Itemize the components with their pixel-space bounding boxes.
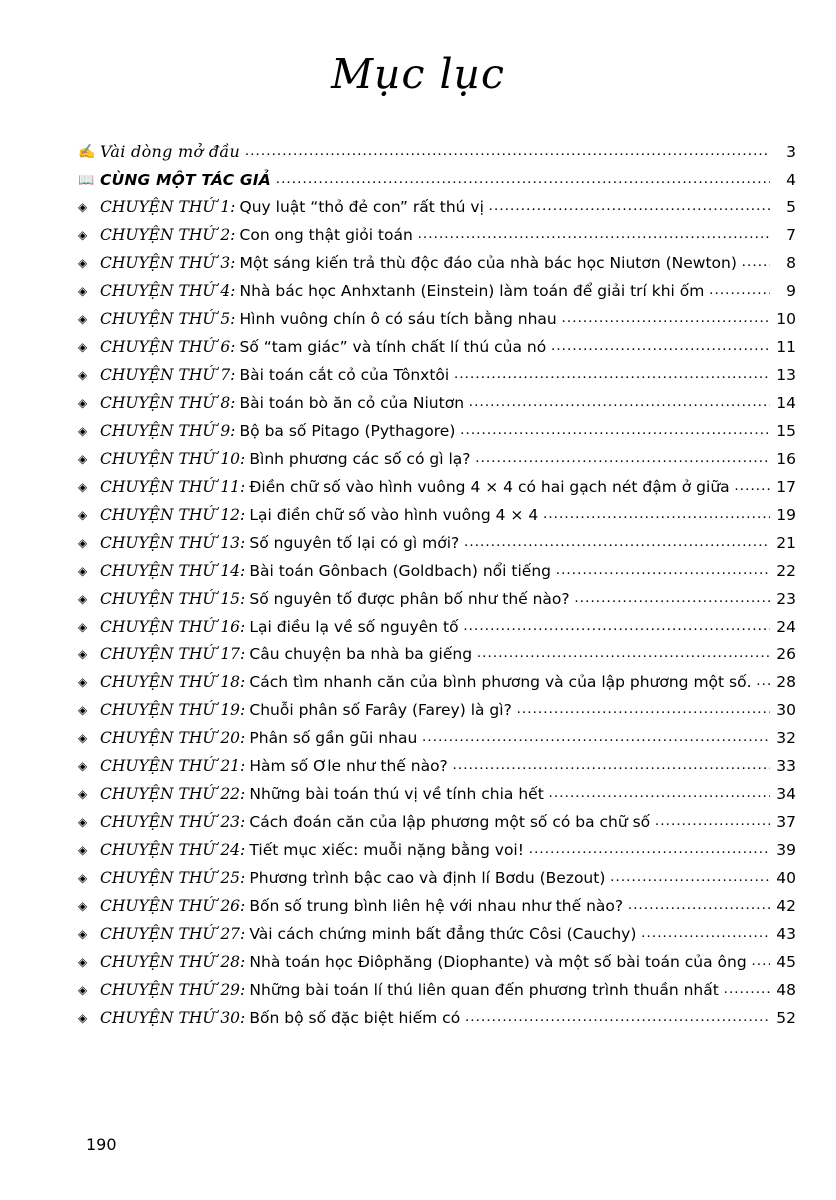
- diamond-icon: [78, 508, 100, 521]
- diamond-icon: [78, 955, 100, 968]
- toc-entry[interactable]: [78, 1004, 796, 1032]
- diamond-icon: [78, 731, 100, 744]
- leader-dots: [610, 870, 770, 886]
- toc-entry-label: [100, 282, 704, 299]
- diamond-icon: [78, 592, 100, 605]
- toc-entry-label: [100, 254, 737, 271]
- toc-entry-prefix: CHUYỆN THỨ 10:: [100, 449, 246, 468]
- toc-entry[interactable]: [78, 613, 796, 641]
- diamond-icon: [78, 843, 100, 856]
- toc-entry[interactable]: [78, 306, 796, 334]
- leader-dots: [551, 339, 770, 355]
- toc-entry-page: 3: [786, 142, 796, 161]
- diamond-icon: [78, 284, 100, 297]
- leader-dots: [464, 619, 770, 635]
- toc-entry[interactable]: [78, 557, 796, 585]
- toc-entry-title: Câu chuyện ba nhà ba giếng: [249, 645, 473, 664]
- toc-entry-title: Bài toán Gônbach (Goldbach) nổi tiếng: [249, 561, 551, 580]
- toc-entry-page: 52: [776, 1008, 796, 1027]
- leader-dots: [460, 423, 770, 439]
- toc-entry[interactable]: [78, 445, 796, 473]
- toc-entry-page: 37: [776, 813, 796, 832]
- toc-entry-title: Cách tìm nhanh căn của bình phương và của lập phương một số.: [249, 673, 752, 692]
- toc-entry[interactable]: [78, 138, 796, 166]
- toc-entry-title: Những bài toán lí thú liên quan đến phương trình thuần nhất: [249, 980, 719, 999]
- toc-entry-label: [100, 729, 417, 746]
- toc-entry-label: [100, 394, 464, 411]
- toc-entry-title: Con ong thật giỏi toán: [239, 226, 413, 245]
- toc-entry-prefix: CHUYỆN THỨ 7:: [100, 366, 236, 385]
- toc-entry[interactable]: [78, 166, 796, 194]
- toc-entry-label: [100, 869, 605, 886]
- toc-entry-prefix: CHUYỆN THỨ 20:: [100, 729, 246, 748]
- toc-entry[interactable]: [78, 725, 796, 753]
- leader-dots: [549, 786, 770, 802]
- diamond-icon: [78, 256, 100, 269]
- toc-entry-label: [100, 506, 538, 523]
- toc-entry-title: Số nguyên tố lại có gì mới?: [249, 533, 460, 552]
- toc-entry-label: [100, 143, 240, 161]
- toc-entry-prefix: CHUYỆN THỨ 22:: [100, 785, 246, 804]
- toc-entry-page: 42: [776, 896, 796, 915]
- leader-dots: [418, 227, 770, 243]
- toc-entry-label: [100, 645, 472, 662]
- toc-entry-page: 11: [776, 338, 796, 357]
- toc-entry[interactable]: [78, 585, 796, 613]
- toc-entry-prefix: CHUYỆN THỨ 14:: [100, 561, 246, 580]
- diamond-icon: [78, 620, 100, 633]
- toc-entry-title: Vài cách chứng minh bất đẳng thức Côsi (Cauchy): [249, 924, 637, 943]
- toc-entry-label: [100, 450, 470, 467]
- leader-dots: [757, 674, 770, 690]
- toc-entry-page: 9: [786, 282, 796, 301]
- toc-entry-prefix: CHUYỆN THỨ 16:: [100, 617, 246, 636]
- toc-entry-label: [100, 925, 636, 942]
- toc-entry-page: 13: [776, 366, 796, 385]
- toc-entry-title: Chuỗi phân số Farây (Farey) là gì?: [249, 701, 512, 720]
- toc-entry-title: Phương trình bậc cao và định lí Bơdu (Bezout): [249, 868, 606, 887]
- toc-entry[interactable]: [78, 781, 796, 809]
- diamond-icon: [78, 452, 100, 465]
- toc-entry-title: Hàm số Ơle như thế nào?: [249, 757, 448, 776]
- toc-entry-page: 32: [776, 729, 796, 748]
- toc-entry[interactable]: [78, 669, 796, 697]
- toc-entry-label: [100, 338, 546, 355]
- toc-entry[interactable]: [78, 362, 796, 390]
- toc-entry-page: 10: [776, 310, 796, 329]
- toc-entry[interactable]: [78, 222, 796, 250]
- toc-entry[interactable]: [78, 641, 796, 669]
- diamond-icon: [78, 480, 100, 493]
- toc-entry-prefix: CHUYỆN THỨ 1:: [100, 198, 236, 217]
- toc-entry-page: 19: [776, 505, 796, 524]
- toc-entry-title: Bình phương các số có gì lạ?: [249, 449, 471, 468]
- toc-entry-label: [100, 953, 747, 970]
- toc-entry-label: [100, 757, 448, 774]
- toc-entry-prefix: CHUYỆN THỨ 12:: [100, 505, 246, 524]
- toc-entry-label: [100, 813, 650, 830]
- toc-entry-label: [100, 1009, 460, 1026]
- diamond-icon: [78, 228, 100, 241]
- toc-entry[interactable]: [78, 697, 796, 725]
- toc-entry-title: Bốn số trung bình liên hệ với nhau như thế nào?: [249, 896, 624, 915]
- toc-entry-label: [100, 366, 449, 383]
- toc-entry-label: [100, 897, 623, 914]
- toc-entry-label: [100, 171, 271, 188]
- toc-entry-title: Một sáng kiến trả thù độc đáo của nhà bác học Niutơn (Newton): [239, 254, 737, 273]
- leader-dots: [752, 954, 770, 970]
- toc-entry[interactable]: [78, 892, 796, 920]
- toc-entry-title: Điền chữ số vào hình vuông 4 × 4 có hai gạch nét đậm ở giữa: [249, 477, 730, 496]
- leader-dots: [465, 1010, 770, 1026]
- toc-entry-label: [100, 590, 570, 607]
- toc-entry-prefix: CHUYỆN THỨ 24:: [100, 841, 246, 860]
- toc-entry-page: 4: [786, 170, 796, 189]
- leader-dots: [742, 255, 770, 271]
- toc-entry[interactable]: [78, 334, 796, 362]
- toc-entry-prefix: CHUYỆN THỨ 15:: [100, 589, 246, 608]
- toc-entry-prefix: CHUYỆN THỨ 9:: [100, 421, 236, 440]
- toc-entry-title: Tiết mục xiếc: muỗi nặng bằng voi!: [249, 841, 524, 860]
- toc-entry-page: 28: [776, 673, 796, 692]
- toc-entry-title: CÙNG MỘT TÁC GIẢ: [100, 170, 271, 189]
- toc-entry[interactable]: [78, 529, 796, 557]
- leader-dots: [628, 898, 770, 914]
- leader-dots: [464, 535, 770, 551]
- toc-entry[interactable]: [78, 250, 796, 278]
- leader-dots: [641, 926, 770, 942]
- toc-entry-prefix: CHUYỆN THỨ 2:: [100, 226, 236, 245]
- toc-entry-title: Phân số gần gũi nhau: [249, 729, 418, 748]
- toc-entry-label: [100, 562, 551, 579]
- toc-entry-label: [100, 673, 752, 690]
- leader-dots: [655, 814, 770, 830]
- leader-dots: [245, 144, 770, 160]
- diamond-icon: [78, 759, 100, 772]
- toc-entry-prefix: CHUYỆN THỨ 11:: [100, 477, 246, 496]
- toc-entry[interactable]: [78, 389, 796, 417]
- toc-entry[interactable]: [78, 501, 796, 529]
- diamond-icon: [78, 983, 100, 996]
- toc-entry-page: 45: [776, 952, 796, 971]
- diamond-icon: [78, 200, 100, 213]
- diamond-icon: [78, 675, 100, 688]
- toc-entry-prefix: CHUYỆN THỨ 3:: [100, 254, 236, 273]
- toc-entry-prefix: CHUYỆN THỨ 5:: [100, 310, 236, 329]
- toc-entry-page: 48: [776, 980, 796, 999]
- leader-dots: [735, 479, 770, 495]
- diamond-icon: [78, 368, 100, 381]
- leader-dots: [454, 367, 770, 383]
- toc-entry-page: 39: [776, 841, 796, 860]
- leader-dots: [575, 591, 770, 607]
- diamond-icon: [78, 647, 100, 660]
- toc-entry[interactable]: [78, 753, 796, 781]
- toc-entry-label: [100, 981, 719, 998]
- toc-entry-page: 24: [776, 617, 796, 636]
- toc-entry-page: 26: [776, 645, 796, 664]
- toc-entry[interactable]: [78, 948, 796, 976]
- toc-entry[interactable]: [78, 473, 796, 501]
- toc-entry-title: Số nguyên tố được phân bố như thế nào?: [249, 589, 570, 608]
- toc-entry-label: [100, 310, 557, 327]
- toc-entry-label: [100, 226, 413, 243]
- toc-entry[interactable]: [78, 836, 796, 864]
- toc-entry-label: [100, 618, 459, 635]
- diamond-icon: [78, 564, 100, 577]
- toc-entry-page: 15: [776, 421, 796, 440]
- diamond-icon: [78, 536, 100, 549]
- toc-entry-prefix: CHUYỆN THỨ 17:: [100, 645, 246, 664]
- toc-entry-page: 16: [776, 449, 796, 468]
- leader-dots: [276, 172, 770, 188]
- diamond-icon: [78, 396, 100, 409]
- toc-entry-title: Nhà bác học Anhxtanh (Einstein) làm toán để giải trí khi ốm: [239, 282, 705, 301]
- toc-entry[interactable]: [78, 809, 796, 837]
- toc-entry[interactable]: [78, 417, 796, 445]
- leader-dots: [489, 199, 770, 215]
- toc-entry-label: [100, 422, 455, 439]
- diamond-icon: [78, 927, 100, 940]
- toc-entry-label: [100, 534, 459, 551]
- diamond-icon: [78, 787, 100, 800]
- toc-entry-page: 21: [776, 533, 796, 552]
- toc-entry-page: 14: [776, 394, 796, 413]
- toc-entry-title: Bài toán cắt cỏ của Tônxtôi: [239, 366, 450, 385]
- pen-icon: [78, 145, 100, 160]
- toc-entry-label: [100, 198, 484, 215]
- toc-entry-prefix: CHUYỆN THỨ 29:: [100, 980, 246, 999]
- toc-entry-page: 23: [776, 589, 796, 608]
- leader-dots: [709, 283, 770, 299]
- toc-entry-prefix: CHUYỆN THỨ 30:: [100, 1008, 246, 1027]
- toc-entry-title: Bài toán bò ăn cỏ của Niutơn: [239, 394, 465, 413]
- toc-entry[interactable]: [78, 278, 796, 306]
- diamond-icon: [78, 815, 100, 828]
- table-of-contents: [78, 138, 796, 1032]
- leader-dots: [724, 982, 770, 998]
- toc-entry-prefix: CHUYỆN THỨ 6:: [100, 338, 236, 357]
- toc-entry-title: Lại điều lạ về số nguyên tố: [249, 617, 459, 636]
- toc-entry-page: 8: [786, 254, 796, 273]
- toc-entry-page: 7: [786, 226, 796, 245]
- toc-entry-title: Nhà toán học Điôphăng (Diophante) và một số bài toán của ông: [249, 952, 747, 971]
- toc-entry-prefix: CHUYỆN THỨ 8:: [100, 394, 236, 413]
- toc-entry-page: 22: [776, 561, 796, 580]
- toc-entry-prefix: CHUYỆN THỨ 18:: [100, 673, 246, 692]
- toc-entry-title: Số “tam giác” và tính chất lí thú của nó: [239, 338, 547, 357]
- leader-dots: [469, 395, 770, 411]
- toc-entry-prefix: CHUYỆN THỨ 28:: [100, 952, 246, 971]
- leader-dots: [422, 730, 770, 746]
- toc-entry-title: Vài dòng mở đầu: [100, 141, 241, 161]
- diamond-icon: [78, 1011, 100, 1024]
- toc-entry-title: Hình vuông chín ô có sáu tích bằng nhau: [239, 310, 557, 329]
- toc-entry[interactable]: [78, 920, 796, 948]
- toc-entry-page: 17: [776, 477, 796, 496]
- toc-entry-prefix: CHUYỆN THỨ 21:: [100, 757, 246, 776]
- leader-dots: [453, 758, 770, 774]
- toc-entry-title: Những bài toán thú vị về tính chia hết: [249, 785, 544, 804]
- diamond-icon: [78, 703, 100, 716]
- toc-entry-prefix: CHUYỆN THỨ 25:: [100, 868, 246, 887]
- toc-entry[interactable]: [78, 864, 796, 892]
- toc-entry-prefix: CHUYỆN THỨ 4:: [100, 282, 236, 301]
- leader-dots: [517, 702, 770, 718]
- page-number: 190: [86, 1135, 117, 1154]
- leader-dots: [543, 507, 770, 523]
- diamond-icon: [78, 899, 100, 912]
- toc-entry-prefix: CHUYỆN THỨ 27:: [100, 924, 246, 943]
- toc-entry-title: Quy luật “thỏ đẻ con” rất thú vị: [239, 198, 484, 217]
- toc-entry-page: 43: [776, 924, 796, 943]
- diamond-icon: [78, 424, 100, 437]
- toc-entry[interactable]: [78, 976, 796, 1004]
- toc-entry-title: Bộ ba số Pitago (Pythagore): [239, 421, 456, 440]
- toc-entry-title: Bốn bộ số đặc biệt hiếm có: [249, 1008, 461, 1027]
- toc-entry-page: 40: [776, 868, 796, 887]
- toc-entry-label: [100, 841, 524, 858]
- page-title: Mục lục: [331, 50, 505, 98]
- toc-entry-prefix: CHUYỆN THỨ 13:: [100, 533, 246, 552]
- toc-entry-title: Cách đoán căn của lập phương một số có ba chữ số: [249, 813, 651, 832]
- leader-dots: [562, 311, 770, 327]
- toc-entry-page: 34: [776, 785, 796, 804]
- toc-entry-title: Lại điền chữ số vào hình vuông 4 × 4: [249, 505, 539, 524]
- toc-entry-label: [100, 478, 730, 495]
- toc-entry-page: 30: [776, 701, 796, 720]
- diamond-icon: [78, 312, 100, 325]
- toc-entry-prefix: CHUYỆN THỨ 26:: [100, 896, 246, 915]
- toc-entry-page: 5: [786, 198, 796, 217]
- diamond-icon: [78, 871, 100, 884]
- leader-dots: [475, 451, 770, 467]
- toc-entry-label: [100, 785, 544, 802]
- leader-dots: [477, 646, 770, 662]
- diamond-icon: [78, 340, 100, 353]
- leader-dots: [529, 842, 770, 858]
- toc-entry-page: 33: [776, 757, 796, 776]
- leader-dots: [556, 563, 770, 579]
- book-icon: [78, 173, 100, 186]
- toc-entry-label: [100, 701, 512, 718]
- toc-entry[interactable]: [78, 194, 796, 222]
- toc-entry-prefix: CHUYỆN THỨ 19:: [100, 701, 246, 720]
- toc-entry-prefix: CHUYỆN THỨ 23:: [100, 813, 246, 832]
